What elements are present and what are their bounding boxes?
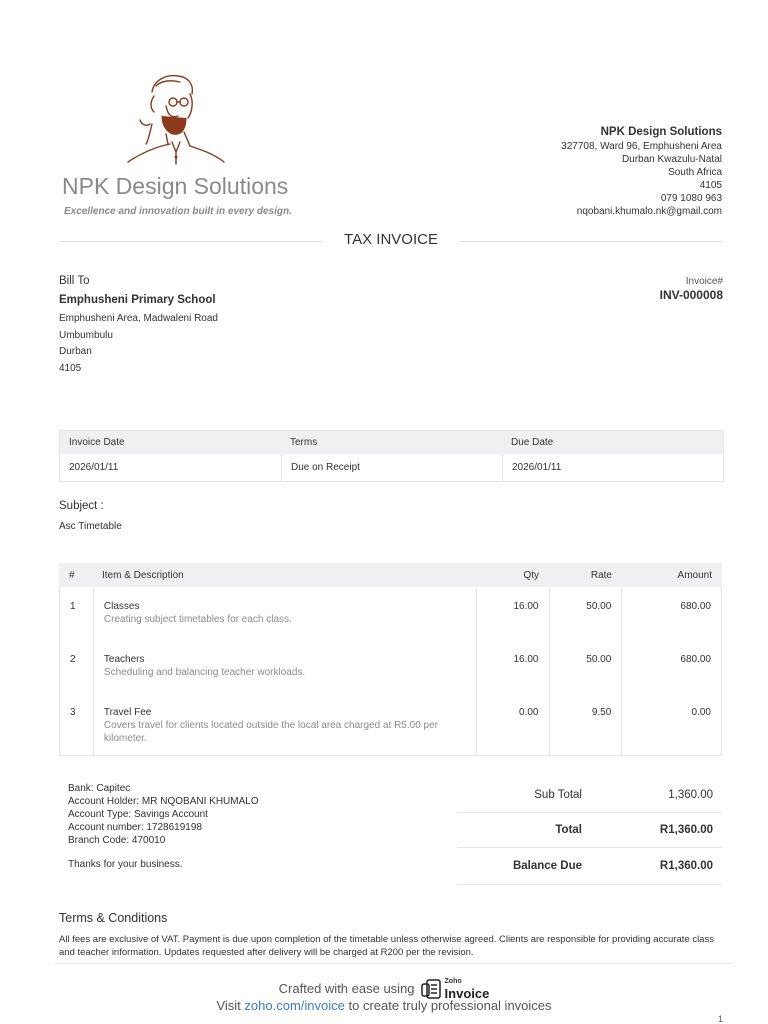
invoice-number: INV-000008 <box>659 288 723 302</box>
invoice-number-label: Invoice# <box>685 276 723 287</box>
sub-total-row <box>457 778 722 813</box>
bill-to-address <box>59 311 218 377</box>
meta-header-row <box>60 431 723 454</box>
items-header-number: # <box>69 569 75 581</box>
item-number: 1 <box>70 601 76 612</box>
item-rate: 50.00 <box>549 640 622 693</box>
bank-line: Account Holder: MR NQOBANI KHUMALO <box>68 796 259 807</box>
bill-to-address-line: Emphusheni Area, Madwaleni Road <box>59 313 218 324</box>
company-address-line: 4105 <box>699 180 722 191</box>
invoice-title-row <box>59 230 723 252</box>
items-table <box>59 563 722 756</box>
item-number: 3 <box>70 707 76 718</box>
visit-prefix: Visit <box>216 998 241 1013</box>
total-label: Total <box>555 824 582 836</box>
company-email: nqobani.khumalo.nk@gmail.com <box>576 206 722 217</box>
invoice-date-value: 2026/01/11 <box>69 462 119 473</box>
subject-label: Subject : <box>59 500 104 512</box>
items-header-rate: Rate <box>590 569 612 581</box>
brand-tagline: Excellence and innovation built in every design. <box>64 206 292 217</box>
item-number: 2 <box>70 654 76 665</box>
items-header-amount: Amount <box>677 569 712 581</box>
meta-header-terms: Terms <box>290 437 318 448</box>
items-body <box>59 587 722 756</box>
zoho-wordmark-small: Zoho <box>444 978 462 985</box>
brand-name: NPK Design Solutions <box>62 173 289 199</box>
totals-block <box>457 778 722 885</box>
table-row <box>60 640 721 693</box>
meta-header-invoice-date: Invoice Date <box>69 437 125 448</box>
bill-to-name: Emphusheni Primary School <box>59 294 216 306</box>
invoice-title: TAX INVOICE <box>344 231 438 248</box>
company-address-line: South Africa <box>668 167 722 178</box>
zoho-wordmark-big: Invoice <box>444 986 490 1001</box>
total-value: R1,360.00 <box>659 824 713 836</box>
subject-value: Asc Timetable <box>59 521 122 532</box>
item-title: Travel Fee <box>103 707 152 718</box>
company-phone: 079 1080 963 <box>660 193 722 204</box>
item-description-cell <box>93 693 476 755</box>
bill-to-address-line: Durban <box>59 346 92 357</box>
invoice-meta-table <box>59 430 724 482</box>
crafted-text: Crafted with ease using <box>278 981 415 996</box>
balance-due-row <box>457 848 722 885</box>
item-amount: 680.00 <box>621 587 721 640</box>
items-header-description: Item & Description <box>102 569 184 581</box>
item-qty: 16.00 <box>476 587 549 640</box>
visit-suffix: to create truly professional invoices <box>348 998 552 1013</box>
terms-text: All fees are exclusive of VAT. Payment is due upon completion of the timetable unless otherwise agreed. Clients are responsible for providing accurate class and teacher information. Updates requested after delivery will be charged at R200 per the revision. <box>59 934 714 958</box>
company-address-line: 327708, Ward 96, Emphusheni Area <box>561 141 722 152</box>
item-description-cell <box>93 587 476 640</box>
visit-line <box>0 998 768 1013</box>
page-number: 1 <box>717 1014 723 1024</box>
item-qty: 0.00 <box>476 693 549 755</box>
item-amount: 680.00 <box>621 640 721 693</box>
total-row <box>457 813 722 848</box>
item-description: Creating subject timetables for each class. <box>103 614 292 625</box>
balance-due-value: R1,360.00 <box>659 860 713 872</box>
balance-due-label: Balance Due <box>512 860 582 872</box>
logo-illustration <box>126 72 226 168</box>
item-title: Teachers <box>103 654 145 665</box>
meta-value-row <box>60 454 723 481</box>
item-qty: 16.00 <box>476 640 549 693</box>
crafted-with-line <box>0 977 768 1000</box>
zoho-invoice-link[interactable]: zoho.com/invoice <box>244 998 345 1013</box>
item-description: Covers travel for clients located outside the local area charged at R5.00 per kilometer. <box>103 720 438 744</box>
bill-to-address-line: Umbumbulu <box>59 329 113 341</box>
thanks-note: Thanks for your business. <box>68 859 183 870</box>
item-rate: 50.00 <box>549 587 622 640</box>
bank-line: Account number: 1728619198 <box>68 822 202 833</box>
zoho-invoice-icon <box>420 978 442 1000</box>
bill-to-label: Bill To <box>59 275 90 287</box>
table-row <box>60 693 721 755</box>
company-name: NPK Design Solutions <box>600 126 722 138</box>
meta-header-due-date: Due Date <box>511 437 554 448</box>
items-header-row <box>59 563 722 587</box>
item-amount: 0.00 <box>621 693 721 755</box>
company-info <box>561 125 722 218</box>
bank-line: Account Type: Savings Account <box>68 809 208 820</box>
table-row <box>60 587 721 640</box>
sub-total-value: 1,360.00 <box>668 789 713 801</box>
item-description-cell <box>93 640 476 693</box>
items-header-qty: Qty <box>523 569 539 581</box>
zoho-invoice-logo[interactable] <box>420 977 490 1000</box>
terms-title: Terms & Conditions <box>59 911 168 925</box>
company-address-line: Durban Kwazulu-Natal <box>621 154 722 165</box>
footer-divider <box>55 963 733 964</box>
item-description: Scheduling and balancing teacher workloads. <box>103 667 306 678</box>
zoho-invoice-wordmark <box>445 977 490 1000</box>
bank-line: Branch Code: 470010 <box>68 835 166 846</box>
due-date-value: 2026/01/11 <box>502 454 723 481</box>
bill-to-address-line: 4105 <box>59 362 82 374</box>
item-rate: 9.50 <box>549 693 622 755</box>
terms-value: Due on Receipt <box>281 454 502 481</box>
item-title: Classes <box>103 601 140 612</box>
bank-line: Bank: Capitec <box>68 783 131 794</box>
sub-total-label: Sub Total <box>534 789 582 801</box>
bank-details <box>68 782 259 847</box>
